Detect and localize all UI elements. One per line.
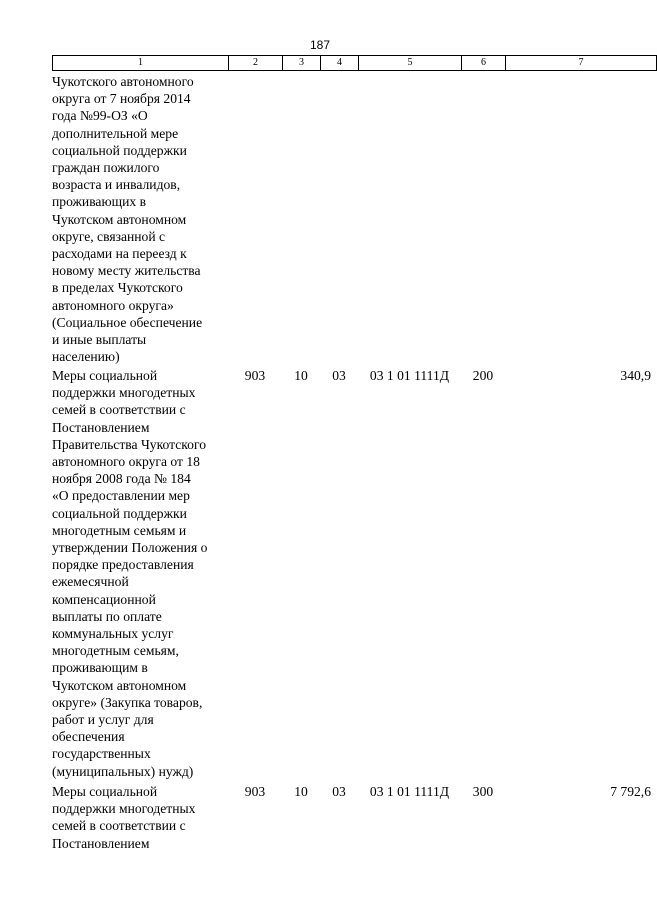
row-description: Меры социальной поддержки многодетных семей в соответствии с Постановлением Правительства Чукотского автономного округа от 18 ноября 2008 года № 184 «О предоставлении мер социальной поддержки многодетным семьям и утверждении Положения о порядке предоставления ежемесячной компенсационной выплаты по оплате коммунальных услуг многодетным семьям, проживающим в Чукотском автономном округе» (Закупка товаров, работ и услуг для обеспечения государственных (муниципальных) нужд) [52,368,208,779]
row-col-4: 03 [332,784,346,799]
row-col-6: 200 [472,368,494,383]
row-col-2 [228,73,282,365]
table-header [52,55,657,71]
page-number: 187 [309,38,331,52]
table-row [52,367,655,780]
row-col-3: 10 [294,784,308,799]
row-description: Меры социальной поддержки многодетных семей в соответствии с Постановлением [52,784,196,851]
row-col-2: 903 [244,784,266,799]
row-amount: 7 792,6 [610,784,651,799]
row-col-4: 03 [332,368,346,383]
row-col-5: 03 1 01 1111Д [369,368,450,383]
header-col-7: 7 [578,57,584,68]
row-col-2: 903 [244,368,266,383]
header-col-6: 6 [462,56,506,70]
row-amount [505,73,655,365]
row-description: Чукотского автономного округа от 7 ноября 2014 года №99-ОЗ «О дополнительной мере социальной поддержки граждан пожилого возраста и инвалидов, проживающих в Чукотском автономном округе, связанной с расходами на переезд к новому месту жительства в пределах Чукотского автономного округа» (Социальное обеспечение и иные выплаты населению) [52,74,203,365]
table-row [52,783,655,852]
header-col-4: 4 [321,56,359,70]
row-col-6 [461,73,505,365]
header-col-3: 3 [283,56,321,70]
row-amount: 340,9 [620,368,651,383]
row-col-5: 03 1 01 1111Д [369,784,450,799]
row-col-3: 10 [294,368,308,383]
row-col-3 [282,73,320,365]
header-col-5: 5 [359,56,462,70]
row-col-5 [358,73,461,365]
row-col-4 [320,73,358,365]
table-row [52,73,655,365]
header-col-1: 1 [53,56,229,70]
header-col-2: 2 [229,56,283,70]
row-col-6: 300 [472,784,494,799]
